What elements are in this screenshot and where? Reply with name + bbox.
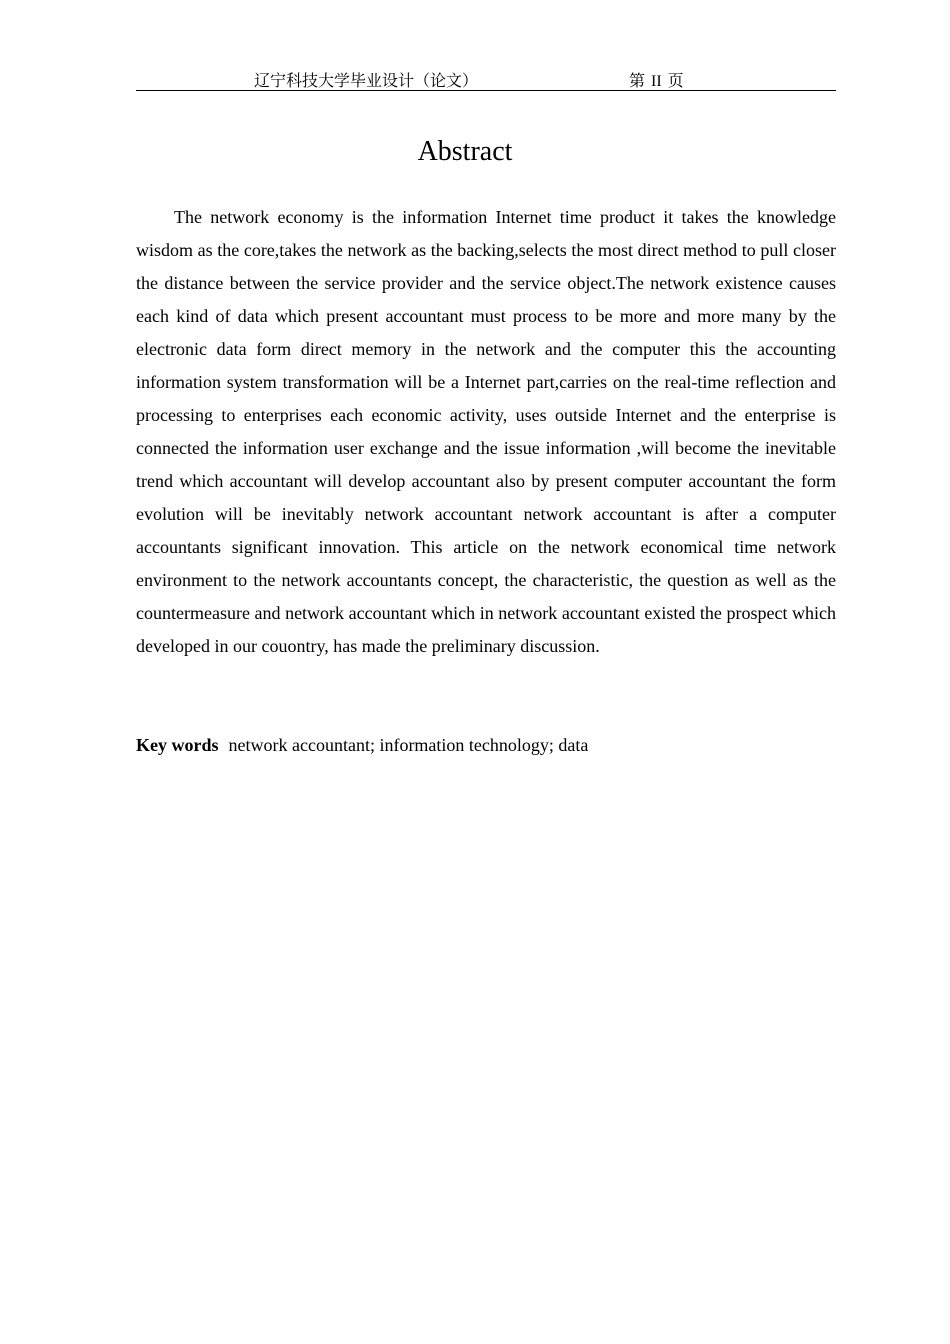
keywords-label: Key words [136,735,219,755]
page-header [136,64,836,91]
keywords-line [136,730,836,760]
page-number: II [651,73,662,90]
header-school-title: 辽宁科技大学毕业设计（论文） [254,71,479,90]
keywords-value: network accountant; information technology; data [228,735,589,755]
page-suffix: 页 [667,71,684,90]
header-page-number [629,68,684,91]
page-title: Abstract [417,136,513,167]
page-prefix: 第 [629,71,646,90]
abstract-paragraph: The network economy is the information Internet time product it takes the knowledge wisdom as the core,takes the network as the backing,selects the most direct method to pull closer the distance between the service provider and the service object.The network existence causes each kind of data which present accountant must process to be more and more many by the electronic data form direct memory in the network and the computer this the accounting information system transformation will be a Internet part,carries on the real-time reflection and processing to enterprises each economic activity, uses outside Internet and the enterprise is connected the information user exchange and the issue information ,will become the inevitable trend which accountant will develop accountant also by present computer accountant the form evolution will be inevitably network accountant network accountant is after a computer accountants significant innovation. This article on the network economical time network environment to the network accountants concept, the characteristic, the question as well as the countermeasure and network accountant which in network accountant existed the prospect which developed in our couontry, has made the preliminary discussion. [136,207,836,656]
